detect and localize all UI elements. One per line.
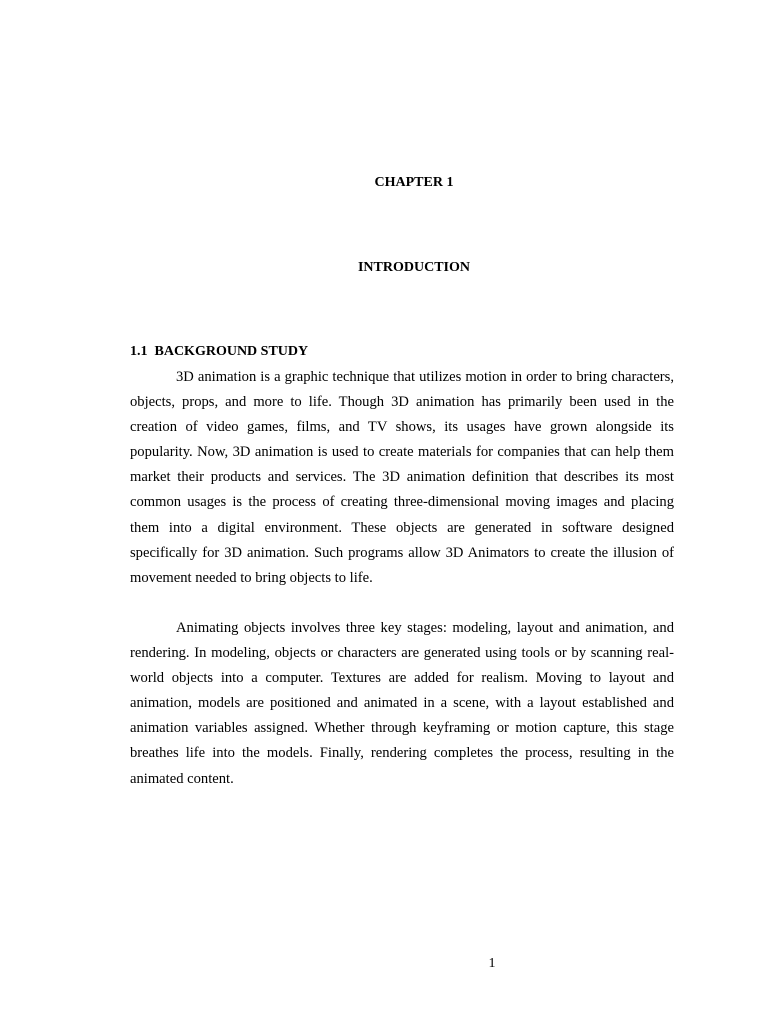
body-paragraph: 3D animation is a graphic technique that utilizes motion in order to bring characters, objects, props, and more to life. Though 3D animation has primarily been used in the creation of video games, films, and TV shows, its usages have grown alongside its popularity. Now, 3D animation is used to create materials for companies that can help them market their products and services. The 3D animation definition that describes its most common usages is the process of creating three-dimensional moving images and placing them into a digital environment. These objects are generated in software designed specifically for 3D animation. Such programs allow 3D Animators to create the illusion of movement needed to bring objects to life. (130, 369, 674, 586)
chapter-title: INTRODUCTION (357, 260, 470, 275)
body-paragraph: Animating objects involves three key stages: modeling, layout and animation, and rendering. In modeling, objects or characters are generated using tools or by scanning real-world objects into a computer. Textures are added for realism. Moving to layout and animation, models are positioned and animated in a scene, with a layout established and animation variables assigned. Whether through keyframing or motion capture, this stage breathes life into the models. Finally, rendering completes the process, resulting in the animated content. (130, 620, 674, 787)
chapter-number: CHAPTER 1 (374, 175, 454, 190)
section-heading: 1.1 BACKGROUND STUDY (130, 344, 309, 359)
page-number: 1 (488, 956, 496, 971)
